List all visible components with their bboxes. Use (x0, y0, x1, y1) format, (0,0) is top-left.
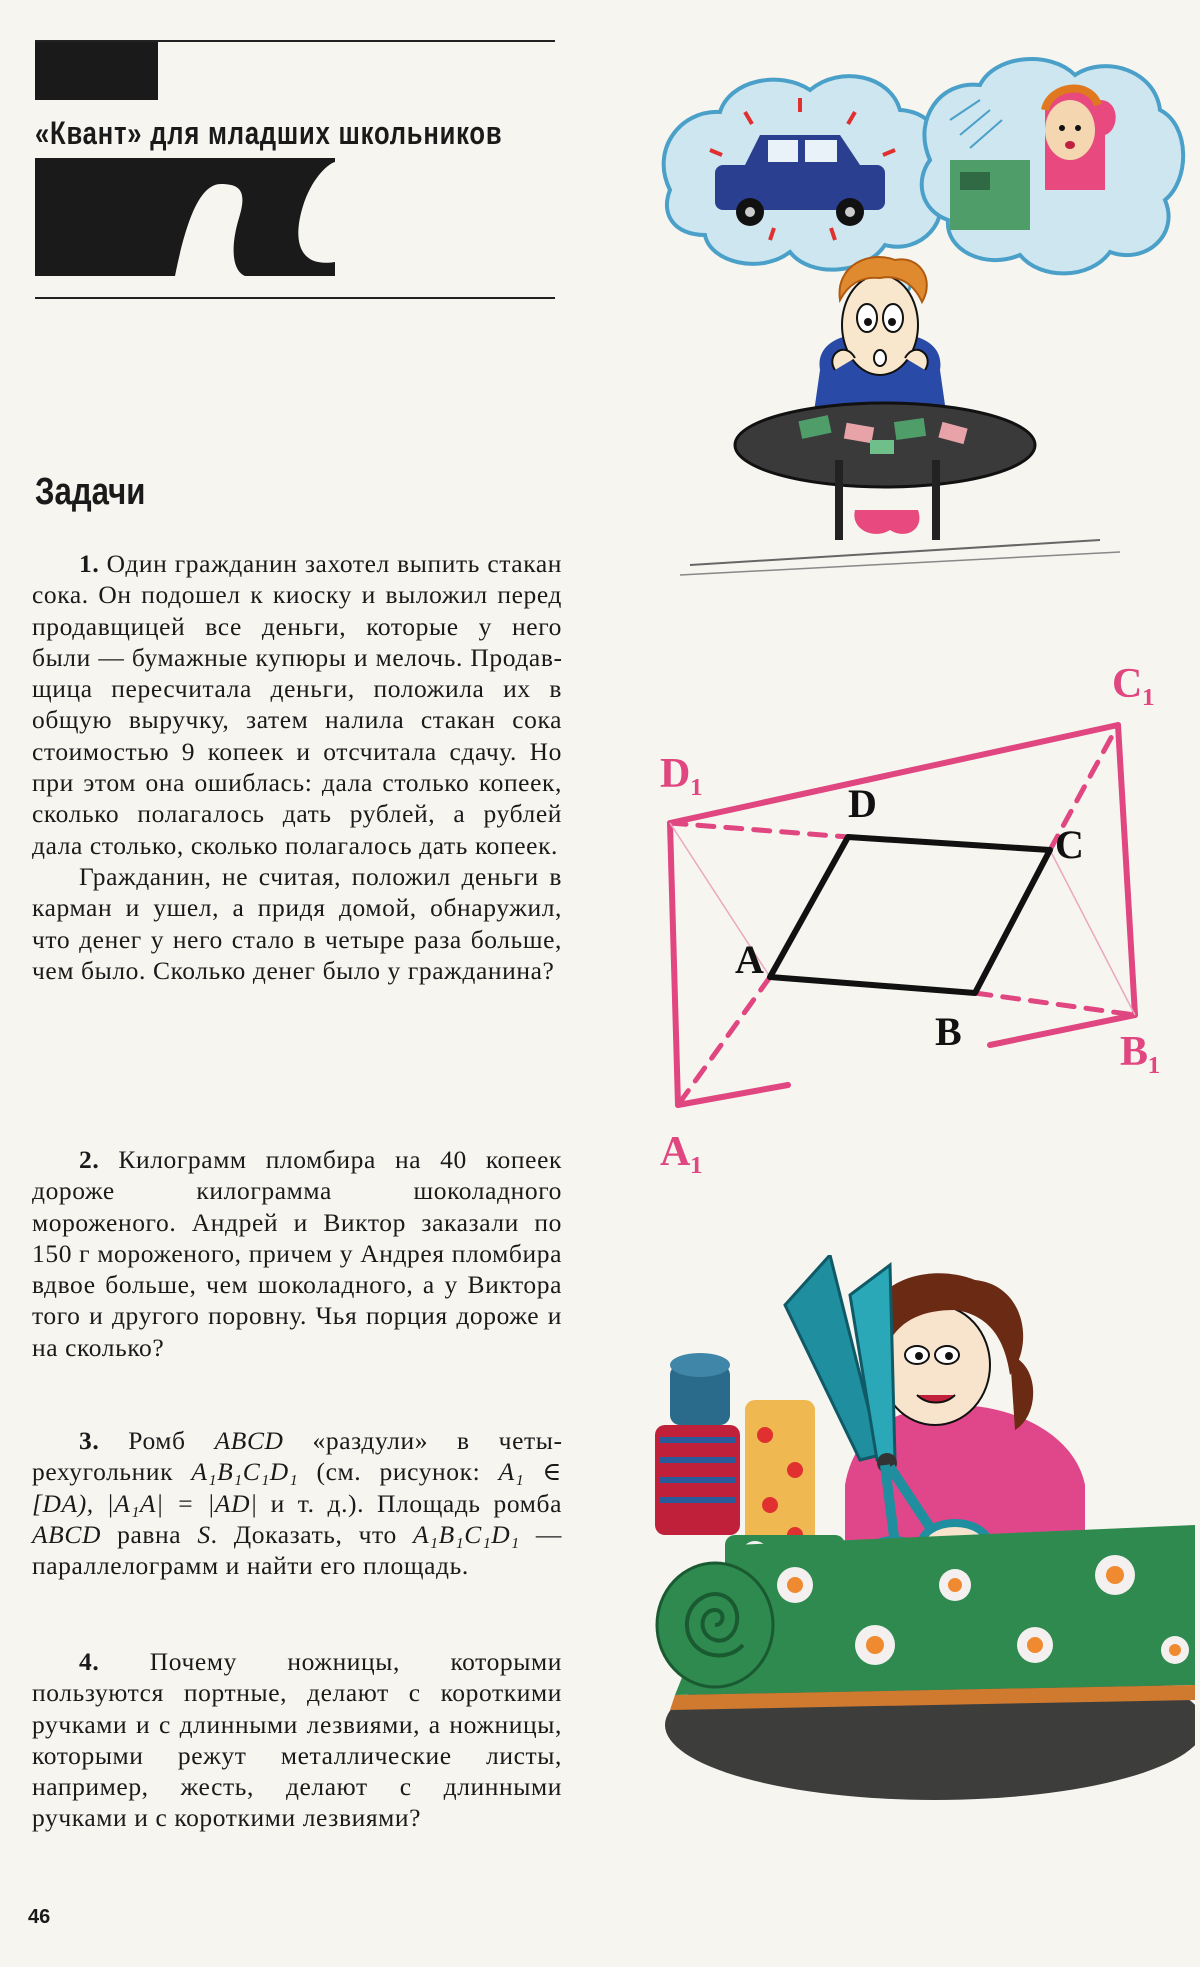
label-a1: A₁ (660, 1129, 703, 1175)
edge-b1-b (990, 1015, 1135, 1045)
illustration-tailor-scissors (655, 1255, 1195, 1865)
problem-4 (32, 1646, 562, 1834)
edge-a1-a (678, 1085, 788, 1105)
extension-b-b1 (975, 993, 1135, 1015)
problem-text: — параллелограмм и найти его площадь. (32, 1519, 563, 1581)
page-number: 46 (28, 1906, 51, 1928)
math-quadrilateral: A₁B₁C₁D₁ (412, 1519, 520, 1549)
math-rhombus: ABCD (32, 1519, 101, 1549)
problem-text: и т. д.). Площадь ромба (257, 1488, 562, 1518)
label-a: A (735, 937, 764, 982)
label-c1: C₁ (1112, 661, 1155, 707)
math-rhombus: ABCD (214, 1426, 284, 1455)
logo-letter-k-icon (35, 158, 335, 276)
label-d1: D₁ (660, 751, 703, 797)
problem-text: Килограмм пломбира на 40 копеек дороже килограмма шоколадного мороженого. Андрей и Виктор заказали по 150 г мороженого, причем у Андрея пломбира вдвое больше, чем шоколадного, а у Виктора того и другого поровну. Чья порция дороже и на сколько? (32, 1145, 562, 1362)
label-c: C (1055, 822, 1084, 867)
header-bottom-rule (35, 297, 555, 299)
problem-text: «раздули» в четырехугольник (32, 1426, 562, 1487)
problem-text: Один гражданин захотел выпить стакан сока. Он подошел к киоску и выложил перед продавщицей все деньги, которые у него были — бумажные купюры и мелочь. Продавщица пересчитала деньги, положила их в общую выручку, затем налила стакан сока стоимостью 9 копеек и отсчитала сдачу. Но при этом она ошиблась: дала столько копеек, сколько полагалось дать рублей, а рублей дала столько, сколько полагалось дать копеек. (32, 549, 562, 860)
problem-number: 1. (79, 549, 100, 578)
problem-text: равна (100, 1519, 198, 1549)
math-condition: A₁ ∈ [DA), |A₁A| = |AD| (32, 1457, 562, 1518)
problem-text: . Доказать, что (210, 1519, 413, 1549)
label-b: B (935, 1009, 962, 1054)
extension-d-d1 (670, 823, 848, 837)
math-area: S (197, 1519, 211, 1549)
problem-number: 4. (79, 1647, 100, 1676)
edge-d1-a1 (670, 823, 678, 1105)
section-title: Задачи (35, 471, 146, 513)
rhombus-abcd (770, 837, 1050, 993)
edge-d1-c1 (670, 725, 1118, 823)
problem-2 (32, 1144, 562, 1363)
geometry-figure (650, 655, 1190, 1185)
section-heading: «Квант» для младших школьников (35, 115, 503, 151)
logo-block-top (35, 42, 158, 100)
problem-text: (см. рисунок: (298, 1457, 499, 1487)
illustration-citizen-thinking (650, 40, 1190, 600)
extension-a-a1 (678, 977, 770, 1105)
problem-text: Почему ножницы, которыми пользуются портные, делают с короткими ручками и с длинными лезвиями, а ножницы, которыми режут металлические листы, например, жесть, делают с длинными ручками и с короткими лезвиями? (32, 1647, 562, 1833)
problem-1-paragraph-2: Гражданин, не считая, положил деньги в карман и ушел, а придя домой, обнаружил, что денег у него стало в четыре раза больше, чем было. Сколько денег было у гражданина? (32, 861, 562, 985)
thought-cloud-kiosk (922, 59, 1183, 273)
problem-number: 3. (79, 1426, 100, 1455)
problem-3 (32, 1425, 562, 1581)
label-b1: B₁ (1120, 1029, 1161, 1075)
problem-number: 2. (79, 1145, 100, 1174)
problem-1 (32, 548, 562, 986)
label-d: D (848, 781, 877, 826)
table-with-money (680, 403, 1120, 575)
problem-1-paragraph-1 (32, 548, 562, 861)
problem-text: Ромб (128, 1426, 215, 1455)
fabric-roll-spiral (657, 1563, 773, 1687)
math-quadrilateral: A₁B₁C₁D₁ (191, 1457, 299, 1487)
edge-c1-b1 (1118, 725, 1135, 1015)
thought-cloud-car (664, 76, 944, 270)
